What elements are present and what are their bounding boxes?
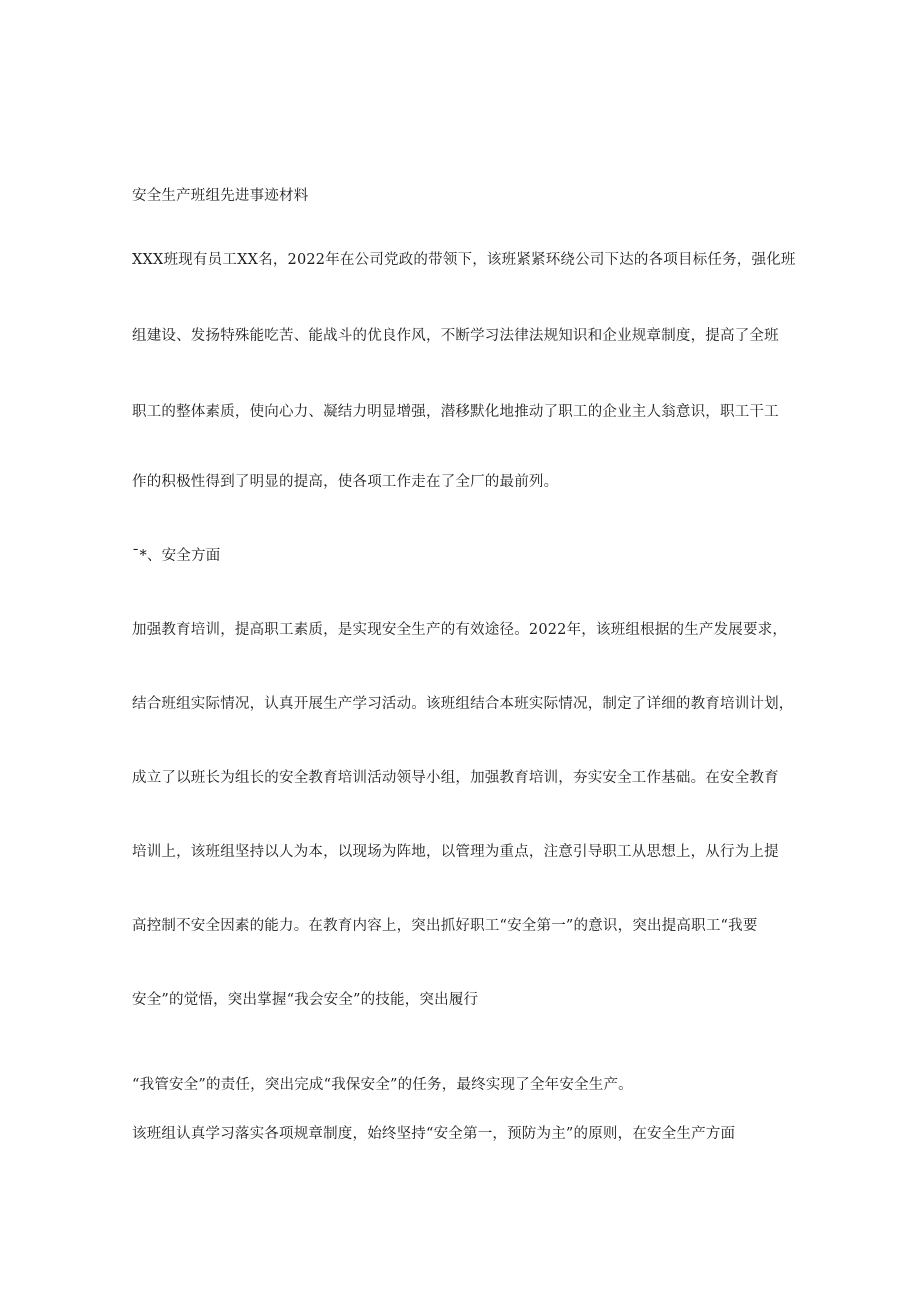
section-line-4: 培训上，该班组坚持以人为本，以现场为阵地，以管理为重点，注意引导职工从思想上，从行为上提 bbox=[132, 844, 779, 860]
document-title: 安全生产班组先进事迹材料 bbox=[132, 188, 309, 204]
section-line-5: 高控制不安全因素的能力。在教育内容上，突出抓好职工“安全第一”的意识，突出提高职工“我要 bbox=[132, 918, 758, 934]
intro-line-4: 作的积极性得到了明显的提高，使各项工作走在了全厂的最前列。 bbox=[132, 474, 559, 490]
intro-line-1: XXX班现有员工XX名，2022年在公司党政的带领下，该班紧紧环绕公司下达的各项目标任务，强化班 bbox=[132, 252, 796, 268]
intro-line-2: 组建设、发扬特殊能吃苦、能战斗的优良作风，不断学习法律法规知识和企业规章制度，提高了全班 bbox=[132, 328, 779, 344]
section-line-1: 加强教育培训，提高职工素质，是实现安全生产的有效途径。2022年，该班组根据的生产发展要求， bbox=[132, 622, 788, 638]
section-line-6: 安全”的觉悟，突出掌握“我会安全”的技能，突出履行 bbox=[132, 992, 479, 1008]
section-heading: ¯*、安全方面 bbox=[132, 548, 221, 564]
intro-line-3: 职工的整体素质，使向心力、凝结力明显增强，潜移默化地推动了职工的企业主人翁意识，职工干工 bbox=[132, 404, 779, 420]
section-line-7: “我管安全”的责任，突出完成“我保安全”的任务，最终实现了全年安全生产。 bbox=[132, 1077, 633, 1093]
section-line-3: 成立了以班长为组长的安全教育培训活动领导小组，加强教育培训，夯实安全工作基础。在安全教育 bbox=[132, 770, 779, 786]
section-line-8: 该班组认真学习落实各项规章制度，始终坚持“安全第一，预防为主”的原则，在安全生产方面 bbox=[132, 1126, 736, 1142]
section-line-2: 结合班组实际情况，认真开展生产学习活动。该班组结合本班实际情况，制定了详细的教育培训计划， bbox=[132, 696, 794, 712]
